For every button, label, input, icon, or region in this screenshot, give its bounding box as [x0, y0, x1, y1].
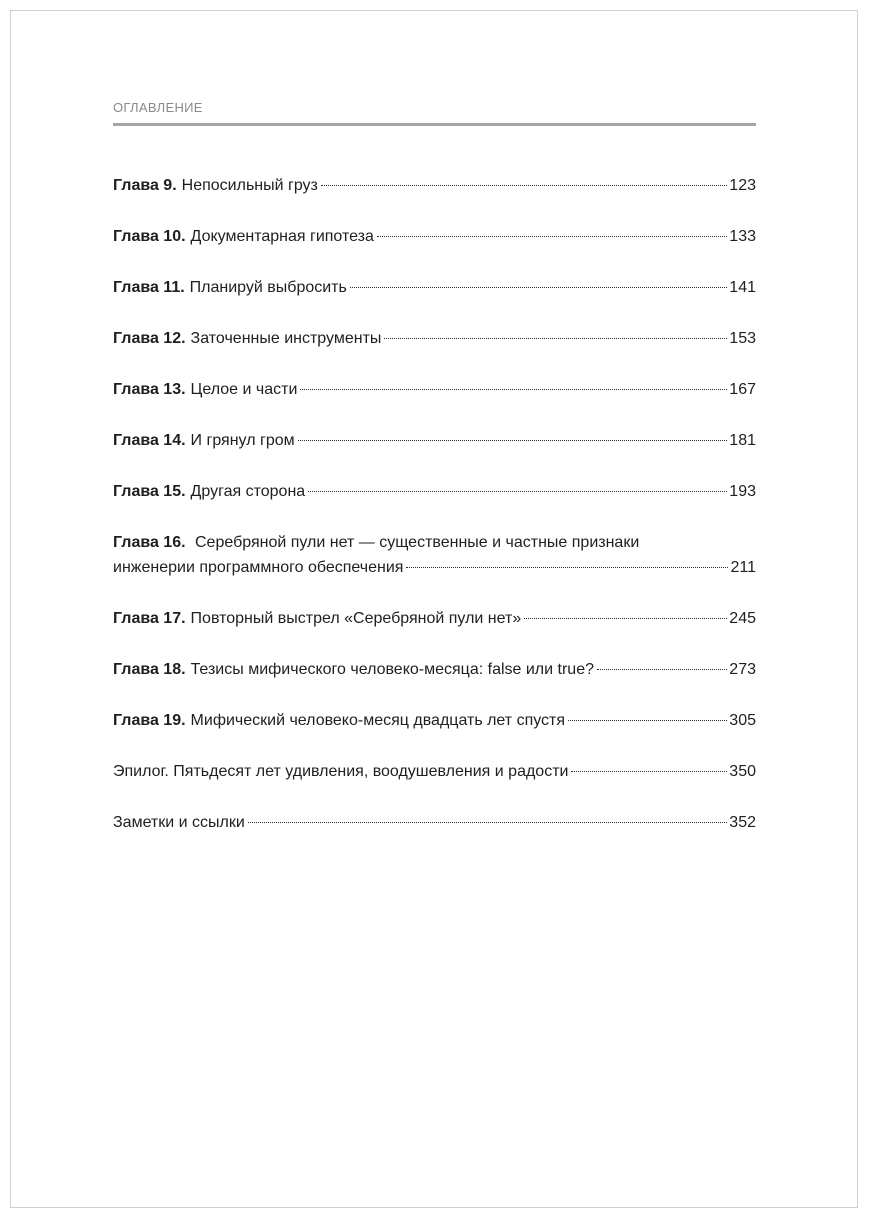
chapter-label: Глава 15.: [113, 483, 186, 500]
toc-entry-chapter-13[interactable]: [113, 378, 756, 402]
chapter-title: Непосильный груз: [181, 177, 318, 194]
chapter-title: Планируй выбросить: [189, 279, 347, 296]
dot-leader: [298, 440, 728, 441]
chapter-label: Глава 19.: [113, 712, 186, 729]
chapter-label: Глава 12.: [113, 330, 186, 347]
toc-entry-chapter-11[interactable]: [113, 276, 756, 300]
chapter-label: Глава 18.: [113, 661, 186, 678]
chapter-title: Другая сторона: [190, 483, 306, 500]
toc-entry-chapter-10[interactable]: [113, 225, 756, 249]
header-rule: [113, 123, 756, 126]
page-number: 141: [729, 279, 756, 296]
toc-entry-epilogue[interactable]: [113, 760, 756, 784]
dot-leader: [321, 185, 727, 186]
running-head: ОГЛАВЛЕНИЕ: [113, 100, 203, 115]
chapter-title-continued: инженерии программного обеспечения: [113, 559, 404, 576]
chapter-title: Заточенные инструменты: [190, 330, 382, 347]
toc-entry-chapter-9[interactable]: [113, 174, 756, 198]
page-number: 193: [729, 483, 756, 500]
toc-entry-chapter-12[interactable]: [113, 327, 756, 351]
toc-entry-chapter-17[interactable]: [113, 607, 756, 631]
dot-leader: [568, 720, 727, 721]
page-number: 133: [729, 228, 756, 245]
chapter-title: Повторный выстрел «Серебряной пули нет»: [190, 610, 522, 627]
chapter-label: Глава 9.: [113, 177, 177, 194]
page-number: 273: [729, 661, 756, 678]
dot-leader: [308, 491, 727, 492]
chapter-label: Глава 11.: [113, 279, 185, 296]
page-number: 305: [729, 712, 756, 729]
chapter-second-line: [113, 556, 756, 580]
dot-leader: [406, 567, 728, 568]
chapter-label: Глава 14.: [113, 432, 186, 449]
dot-leader: [377, 236, 727, 237]
toc-entry-notes[interactable]: [113, 811, 756, 835]
page-number: 350: [729, 763, 756, 780]
page-number: 352: [729, 814, 756, 831]
toc-entry-chapter-15[interactable]: [113, 480, 756, 504]
dot-leader: [524, 618, 727, 619]
dot-leader: [384, 338, 727, 339]
chapter-title: Документарная гипотеза: [190, 228, 374, 245]
chapter-title: Серебряной пули нет — существенные и частные признаки: [195, 534, 640, 551]
chapter-title: Мифический человеко-месяц двадцать лет спустя: [190, 712, 566, 729]
chapter-label: Глава 10.: [113, 228, 186, 245]
dot-leader: [350, 287, 727, 288]
toc-entry-chapter-16[interactable]: [113, 531, 756, 580]
chapter-label: Глава 17.: [113, 610, 186, 627]
page-number: 153: [729, 330, 756, 347]
chapter-title: И грянул гром: [190, 432, 295, 449]
toc-entry-chapter-19[interactable]: [113, 709, 756, 733]
dot-leader: [597, 669, 727, 670]
toc-entry-chapter-18[interactable]: [113, 658, 756, 682]
chapter-title: Целое и части: [190, 381, 298, 398]
page-number: 245: [729, 610, 756, 627]
toc-entry-chapter-14[interactable]: [113, 429, 756, 453]
chapter-title: Тезисы мифического человеко-месяца: false или true?: [190, 661, 594, 678]
chapter-label: Глава 13.: [113, 381, 186, 398]
chapter-title: Заметки и ссылки: [113, 814, 245, 831]
chapter-first-line: [113, 531, 756, 555]
page-number: 167: [729, 381, 756, 398]
page-number: 123: [729, 177, 756, 194]
page-number: 211: [730, 559, 756, 576]
dot-leader: [571, 771, 727, 772]
dot-leader: [300, 389, 727, 390]
page-number: 181: [729, 432, 756, 449]
chapter-label: Глава 16.: [113, 534, 186, 551]
chapter-title: Эпилог. Пятьдесят лет удивления, воодушевления и радости: [113, 763, 569, 780]
dot-leader: [248, 822, 728, 823]
